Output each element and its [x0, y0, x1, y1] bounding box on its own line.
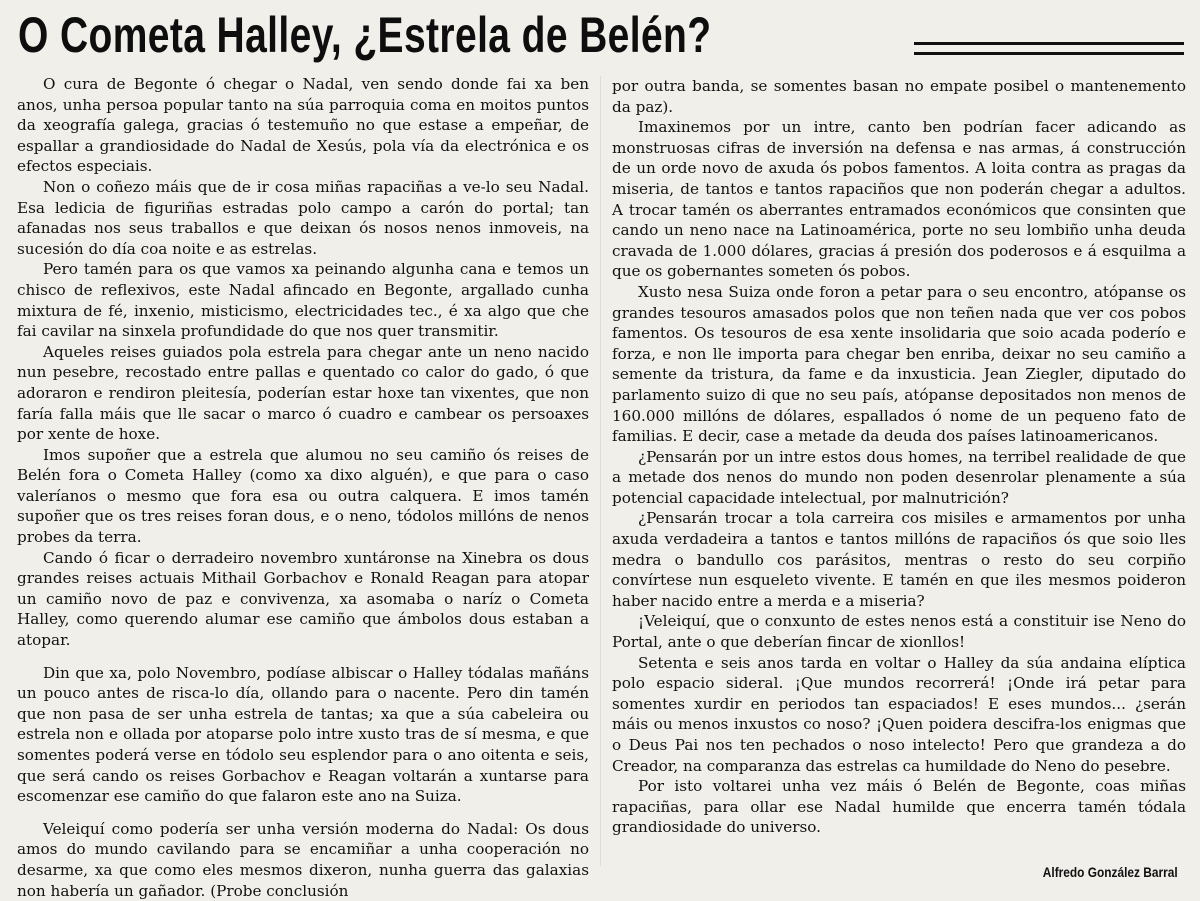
paragraph: Cando ó ficar o derradeiro novembro xuntáronse na Xinebra os dous grandes reises actuais Mithail Gorbachov e Ronald Reagan para atopar un camiño novo de paz e convivenza, xa asomaba o naríz o Cometa Halley, como querendo alumar ese camiño que ámbolos dous estaban a atopar. — [17, 548, 589, 650]
right-column — [612, 76, 1186, 838]
paragraph: Non o coñezo máis que de ir cosa miñas rapaciñas a ve-lo seu Nadal. Esa ledicia de figuriñas estradas polo campo a carón do portal; tan afanadas nos seus traballos e que deixan ós nosos nenos inmoveis, na sucesión do día coa noite e as estrelas. — [17, 177, 589, 258]
paragraph: Pero tamén para os que vamos xa peinando algunha cana e temos un chisco de reflexivos, este Nadal afincado en Begonte, argallado cunha mixtura de fé, inxenio, misticismo, electricidades tec., é xa algo que che fai cavilar na sinxela profundidade do que nos quer transmitir. — [17, 260, 589, 341]
paragraph: Din que xa, polo Novembro, podíase albiscar o Halley tódalas mañáns un pouco antes de risca-lo día, ollando para o nacente. Pero din tamén que non pasa de ser unha estrela de tantas; xa que a súa cabeleira ou estrela non e ollada por atoparse polo intre xusto tras de sí mesma, e que somentes poderá verse en tódolo seu esplendor para o ano oitenta e seis, que será cando os reises Gorbachov e Reagan voltarán a xuntarse para escomenzar ese camiño do que falaron este ano na Suiza. — [17, 663, 589, 806]
paragraph: Por isto voltarei unha vez máis ó Belén de Begonte, coas miñas rapaciñas, para ollar ese Nadal humilde que encerra tamén tódala grandiosidade do universo. — [612, 777, 1186, 837]
paragraph: Setenta e seis anos tarda en voltar o Halley da súa andaina elíptica polo espacio sideral. ¡Que mundos recorrerá! ¡Onde irá petar para somentes xurdir en periodos tan espaciados! E eses mundos... ¿serán máis ou menos inxustos co noso? ¡Quen poidera descifra-los enigmas que o Deus Pai nos ten pechados o noso intelecto! Pero que grandeza a do Creador, na comparanza das estrelas ca humildade do Neno do pesebre. — [612, 653, 1186, 775]
headline-row — [12, 4, 1192, 68]
paragraph: O cura de Begonte ó chegar o Nadal, ven sendo donde fai xa ben anos, unha persoa popular tanto na súa parroquia coma en moitos puntos da xeografía galega, gracias ó testemuño no que estase a empeñar, de espallar a grandiosidade do Nadal de Xesús, pola vía da electrónica e os efectos especiais. — [17, 75, 589, 176]
paragraph: ¿Pensarán trocar a tola carreira cos misiles e armamentos por unha axuda verdadeira a tantos e tantos millóns de rapaciños ós que soio lles medra o bandullo cos parásitos, mentras o resto do seu corpiño convírtese nun esqueleto vivente. E tamén en que iles mesmos poideron haber nacido entre a merda e a miseria? — [612, 509, 1186, 610]
paragraph: Xusto nesa Suiza onde foron a petar para o seu encontro, atópanse os grandes tesouros amasados polos que non teñen nada que ver cos pobos famentos. Os tesouros de esa xente insolidaria que soio acada poderío e forza, e non lle importa para chegar ben enriba, deixar no seu camiño a semente da tristura, da fame e da inxusticia. Jean Ziegler, diputado do parlamento suizo di que no seu país, atópanse depositados non menos de 160.000 millóns de dólares, espallados ó nome de un pequeno fato de familias. E decir, case a metade da deuda dos países latinoamericanos. — [612, 282, 1186, 446]
title-rule-top — [914, 42, 1184, 45]
author-byline: Alfredo González Barral — [1043, 864, 1178, 880]
paragraph: Veleiquí como podería ser unha versión moderna do Nadal: Os dous amos do mundo cavilando para se encamiñar a unha cooperación no desarme, xa que como eles mesmos dixeron, nunha guerra das galaxias non habería un gañador. (Probe conclusión — [17, 819, 589, 900]
article-title: O Cometa Halley, ¿Estrela de Belén? — [18, 7, 712, 63]
paragraph-continued: por outra banda, se somentes basan no empate posibel o mantenemento da paz). — [612, 77, 1186, 116]
paragraph: ¡Veleiquí, que o conxunto de estes nenos está a constituir ise Neno do Portal, ante o que deberían fincar de xionllos! — [612, 612, 1186, 652]
left-column — [17, 74, 589, 901]
paragraph: Imaxinemos por un intre, canto ben podrían facer adicando as monstruosas cifras de inversión na defensa e nas armas, á construcción de un orde novo de axuda ós pobos famentos. A loita contra as pragas da miseria, de tantos e tantos rapaciños que non poderán chegar a adultos. A trocar tamén os aberrantes entramados económicos que consinten que cando un neno nace na Latinoamérica, porte no seu lombiño unha deuda cravada de 1.000 dólares, gracias á presión dos poderosos e á esquilma a que os gobernantes someten ós pobos. — [612, 118, 1186, 281]
paragraph: Aqueles reises guiados pola estrela para chegar ante un neno nacido nun pesebre, recostado entre pallas e quentado co calor do gado, ó que adoraron e rendiron pleitesía, poderían estar hoxe tan vixentes, que non faría falla máis que lle sacar o marco ó cuadro e cambear os persoaxes por xente de hoxe. — [17, 342, 589, 444]
paragraph: Imos supoñer que a estrela que alumou no seu camiño ós reises de Belén fora o Cometa Halley (como xa dixo alguén), e que para o caso valeríanos o mesmo que fora esa ou outra calquera. E imos tamén supoñer que os tres reises foran dous, e o neno, tódolos millóns de nenos probes da terra. — [17, 445, 589, 547]
paragraph: ¿Pensarán por un intre estos dous homes, na terribel realidade de que a metade dos nenos do mundo non poden desenrolar plenamente a súa potencial capacidade intelectual, por malnutrición? — [612, 447, 1186, 507]
title-rule-bottom — [914, 52, 1184, 55]
column-divider — [600, 76, 601, 866]
